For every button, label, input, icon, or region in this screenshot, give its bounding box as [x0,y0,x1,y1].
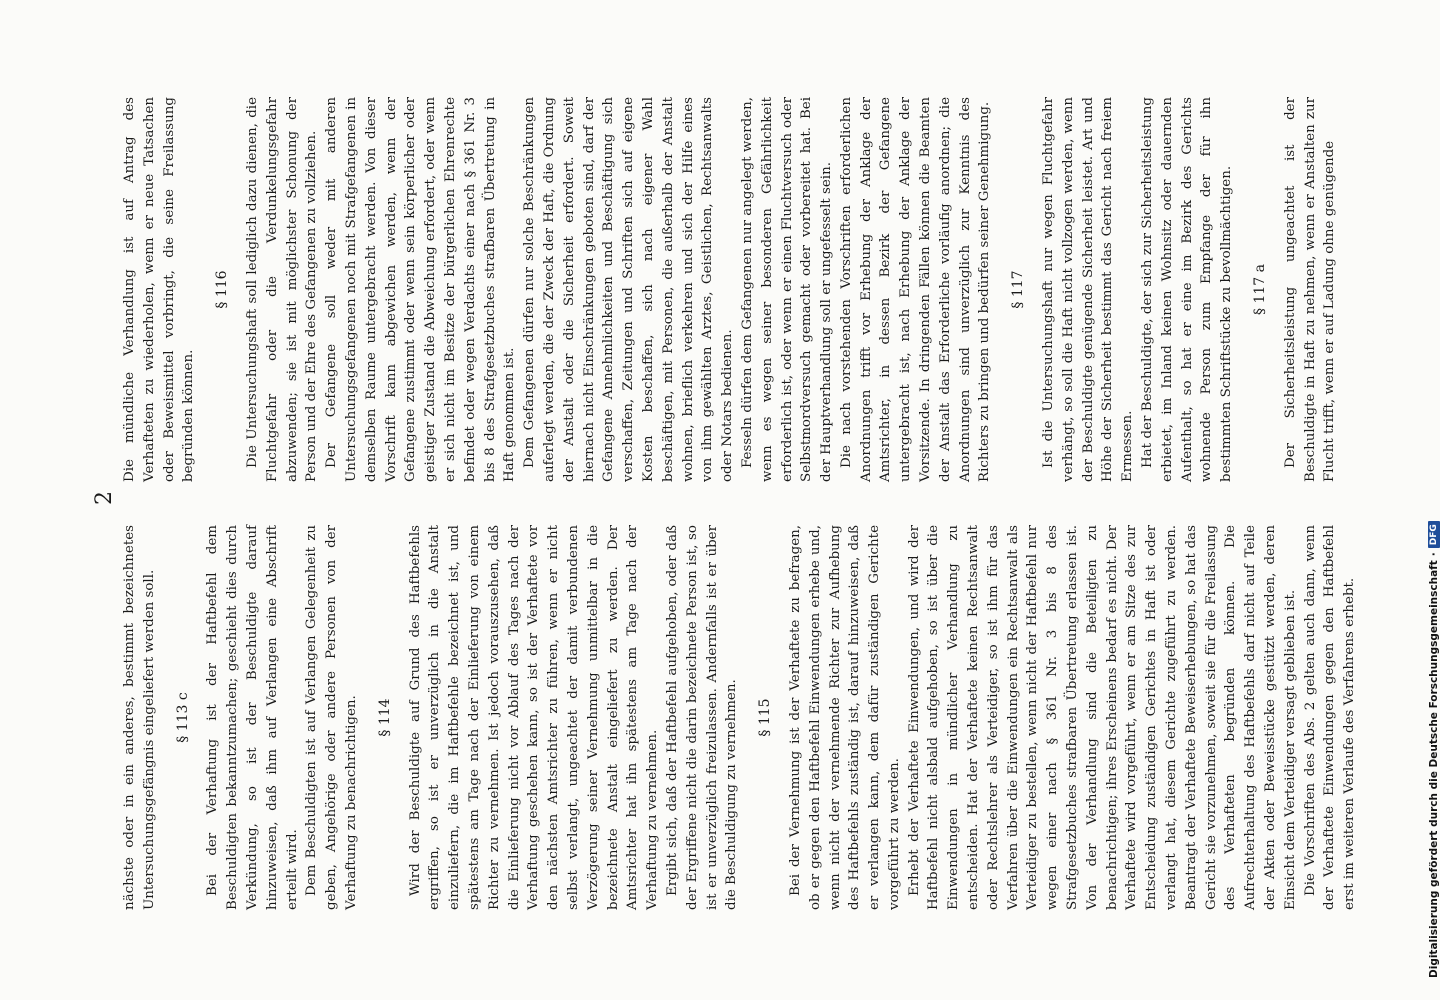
paragraph: Bei der Verhaftung ist der Haftbefehl dem Beschuldigten bekanntzumachen; geschieht dies durch Verkündung, so ist der Beschuldigte darauf hinzuweisen, daß ihm auf Verlangen eine Abschrift erteilt wird. [205,525,300,910]
paragraph: Wird der Beschuldigte auf Grund des Haftbefehls ergriffen, so ist er unverzüglich in die Anstalt einzuliefern, die im Haftbefehle bezeichnet ist, und spätestens am Tage nach der Einlieferung von einem Richter zu vernehmen. Ist jedoch vorauszusehen, daß die Einlieferung nicht vor Ablauf des Tages nach der Verhaftung geschehen kann, so ist der Verhaftete vor den nächsten Amtsrichter zu führen, wenn er nicht selbst verlangt, ungeachtet der damit verbundenen Verzögerung seiner Vernehmung unmittelbar in die bezeichnete Anstalt eingeliefert zu werden. Der Amtsrichter hat ihn spätestens am Tage nach der Verhaftung zu vernehmen. [407,525,661,910]
section-heading: § 114 [376,698,393,737]
funding-credit: Digitalisierung gefördert durch die Deutsche Forschungsgemeinschaft · DFG [1428,521,1440,978]
paragraph: Die Untersuchungshaft soll lediglich dazu dienen, die Fluchtgefahr oder die Verdunkelungsgefahr abzuwenden; sie ist mit möglichster Schonung der Person und der Ehre des Gefangenen zu vollziehen. [244,97,320,482]
paragraph: Ist die Untersuchungshaft nur wegen Fluchtgefahr verhängt, so soll die Haft nicht vollzogen werden, wenn der Beschuldigte genügende Sicherheit leistet. Art und Höhe der Sicherheit bestimmt das Gericht nach freiem Ermessen. [1041,97,1136,482]
paragraph: Die nach vorstehenden Vorschriften erforderlichen Anordnungen trifft vor Erhebung der Anklage der Amtsrichter, in dessen Bezirk der Gefangene untergebracht ist, nach Erhebung der Anklage der Vorsitzende. In dringenden Fällen können die Beamten der Anstalt das Erforderliche vorläufig anordnen; die Anordnungen sind unverzüglich zur Kenntnis des Richters zu bringen und bedürfen seiner Genehmigung. [838,97,993,482]
left-text-column [120,525,1360,910]
page-number: 2 [92,491,117,505]
right-text-column [120,97,1340,482]
paragraph: Fesseln dürfen dem Gefangenen nur angelegt werden, wenn es wegen seiner besonderen Gefährlichkeit erforderlich ist, oder wenn er einen Fluchtversuch oder Selbstmordversuch gemacht oder vorbereitet hat. Bei der Hauptverhandlung soll er ungefesselt sein. [739,97,835,482]
paragraph: Dem Gefangenen dürfen nur solche Beschränkungen auferlegt werden, die der Zweck der Haft, die Ordnung der Anstalt oder die Sicherheit erfordert. Soweit hiernach nicht Einschränkungen geboten sind, darf der Gefangene Annehmlichkeiten und Beschäftigung sich verschaffen, Zeitungen und Schriften sich auf eigene Kosten beschaffen, sich nach eigener Wahl beschäftigen, mit Personen, die außerhalb der Anstalt wohnen, brieflich verkehren und sich der Hilfe eines von ihm gewählten Arztes, Geistlichen, Rechtsanwalts oder Notars bedienen. [522,97,736,482]
section-heading: § 115 [757,698,774,737]
paragraph: Die Vorschriften des Abs. 2 gelten auch dann, wenn der Verhaftete Einwendungen gegen den Haftbefehl erst im weiteren Verlaufe des Verfahrens erhebt. [1302,525,1358,910]
document-page [90,80,1358,910]
paragraph: Hat der Beschuldigte, der sich zur Sicherheitsleistung erbietet, im Inland keinen Wohnsitz oder dauernden Aufenthalt, so hat er eine im Bezirk des Gerichts wohnende Person zum Empfange der für ihn bestimmten Schriftstücke zu bevollmächtigen. [1140,97,1235,482]
paragraph: Ergibt sich, daß der Haftbefehl aufgehoben, oder daß der Ergriffene nicht die darin bezeichnete Person ist, so ist er unverzüglich freizulassen. Andernfalls ist er über die Beschuldigung zu vernehmen. [664,525,740,910]
paragraph: Der Sicherheitsleistung ungeachtet ist der Beschuldigte in Haft zu nehmen, wenn er Anstalten zur Flucht trifft, wenn er auf Ladung ohne genügende [1282,97,1338,482]
paragraph: Die mündliche Verhandlung ist auf Antrag des Verhafteten zu wiederholen, wenn er neue Tatsachen oder Beweismittel vorbringt, die seine Freilassung begründen können. [122,97,197,482]
section-heading: § 113 c [174,692,191,743]
dfg-logo: DFG [1428,521,1440,548]
paragraph: Dem Beschuldigten ist auf Verlangen Gelegenheit zu geben, Angehörige oder andere Personen von der Verhaftung zu benachrichtigen. [304,525,359,910]
paragraph: Der Gefangene soll weder mit anderen Untersuchungsgefangenen noch mit Strafgefangenen in demselben Raume untergebracht werden. Von dieser Vorschrift kann abgewichen werden, wenn der Gefangene zustimmt oder wenn sein körperlicher oder geistiger Zustand die Abweichung erfordert, oder wenn er sich nicht im Besitze der bürgerlichen Ehrenrechte befindet oder wegen Verdachts einer nach § 361 Nr. 3 bis 8 des Strafgesetzbuches strafbaren Übertretung in Haft genommen ist. [324,97,518,482]
paragraph: Erhebt der Verhaftete Einwendungen, und wird der Haftbefehl nicht alsbald aufgehoben, so ist über die Einwendungen in mündlicher Verhandlung zu entscheiden. Hat der Verhaftete keinen Rechtsanwalt oder Rechtslehrer als Verteidiger, so ist ihm für das Verfahren über die Einwendungen ein Rechtsanwalt als Verteidiger zu bestellen, wenn nicht der Haftbefehl nur wegen einer nach § 361 Nr. 3 bis 8 des Strafgesetzbuches strafbaren Übertretung erlassen ist. Von der Verhandlung sind die Beteiligten zu benachrichtigen; ihres Erscheinens bedarf es nicht. Der Verhaftete wird vorgeführt, wenn er am Sitze des zur Entscheidung zuständigen Gerichtes in Haft ist oder verlangt hat, diesem Gerichte zugeführt zu werden. Beantragt der Verhaftete Beweiserhebungen, so hat das Gericht sie vorzunehmen, soweit sie für die Freilassung des Verhafteten begründen können. Die Aufrechterhaltung des Haftbefehls darf nicht auf Teile der Akten oder Beweisstücke gestützt werden, deren Einsicht dem Verteidiger versagt geblieben ist. [906,525,1298,910]
paragraph: Bei der Vernehmung ist der Verhaftete zu befragen, ob er gegen den Haftbefehl Einwendungen erhebe und, wenn nicht der vernehmende Richter zur Aufhebung des Haftbefehls zuständig ist, darauf hinzuweisen, daß er verlangen kann, dem dafür zuständigen Gerichte vorgeführt zu werden. [787,525,902,910]
paragraph: nächste oder in ein anderes, bestimmt bezeichnetes Untersuchungsgefängnis eingeliefert werden soll. [122,525,157,910]
section-heading: § 116 [214,270,231,309]
section-heading: § 117 a [1252,264,1269,315]
funding-credit-text: Digitalisierung gefördert durch die Deutsche Forschungsgemeinschaft [1428,560,1440,978]
section-heading: § 117 [1010,270,1027,309]
